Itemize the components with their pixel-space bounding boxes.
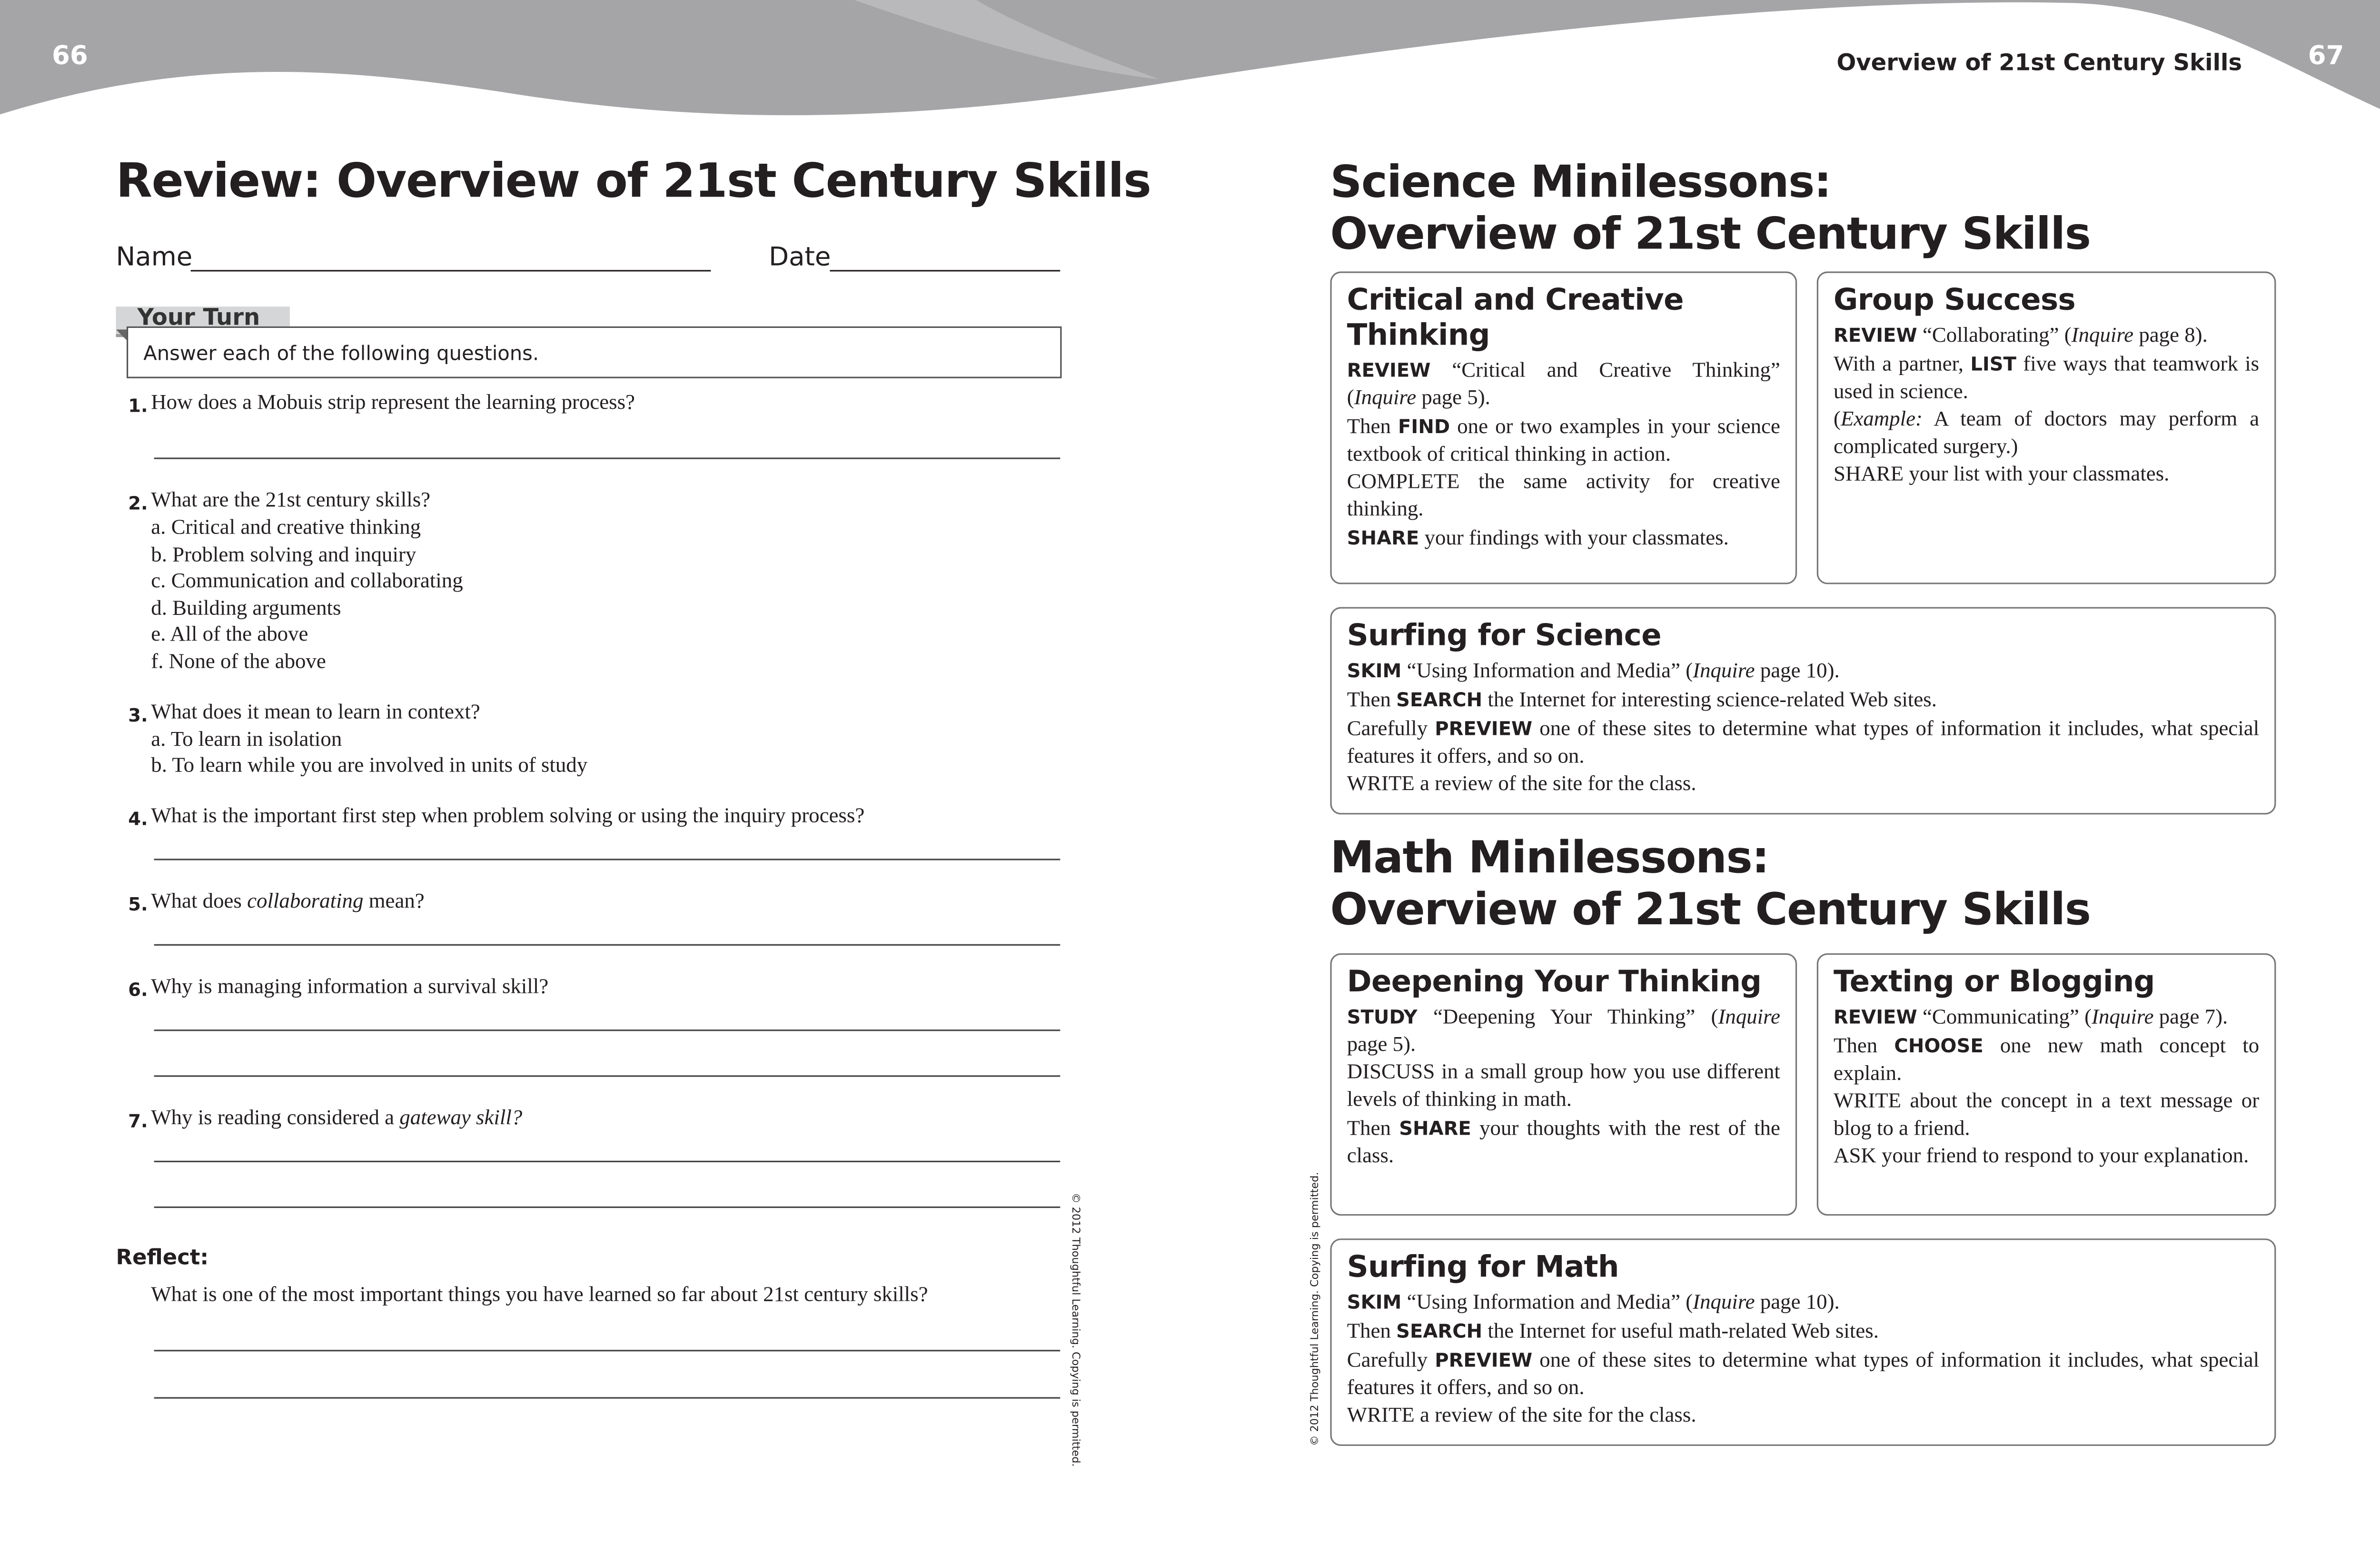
card-line: ASK your friend to respond to your explanation. <box>1834 1145 2249 1168</box>
card-title: Surfing for Math <box>1347 1249 1619 1285</box>
keyword: FIND <box>1398 415 1450 438</box>
card-line <box>1347 413 1780 470</box>
question-2-text: What are the 21st century skills? <box>151 489 431 513</box>
answer-line[interactable] <box>154 1161 1061 1162</box>
keyword: SKIM <box>1347 659 1402 682</box>
card-title: Surfing for Science <box>1347 617 1661 653</box>
card-text: Then <box>1347 1321 1397 1344</box>
card-line <box>1347 1318 2259 1347</box>
card-text: page 8). <box>2133 325 2208 348</box>
card-italic: Example: <box>1841 408 1923 432</box>
card-text: one of these sites to determine what types of information it includes, what special features it offers, and so on. <box>1347 1350 2260 1400</box>
card-text: “Using Information and Media” ( <box>1401 1292 1693 1315</box>
card-line <box>1834 1004 2259 1033</box>
question-number: 7. <box>128 1110 148 1132</box>
question-number: 6. <box>128 979 148 1001</box>
card-line: WRITE a review of the site for the class. <box>1347 773 1696 796</box>
card-italic: Inquire <box>1718 1007 1780 1030</box>
card-texting-or-blogging <box>1817 953 2276 1216</box>
card-deepening-your-thinking <box>1330 953 1797 1216</box>
question-3-text: What does it mean to learn in context? <box>151 702 480 725</box>
keyword: STUDY <box>1347 1005 1418 1028</box>
card-line <box>1347 715 2259 772</box>
keyword: LIST <box>1970 352 2016 376</box>
keyword: SEARCH <box>1396 1319 1483 1343</box>
question-number: 5. <box>128 893 148 915</box>
card-line: WRITE about the concept in a text message or blog to a friend. <box>1834 1090 2260 1141</box>
card-line <box>1347 1289 2259 1318</box>
card-line: DISCUSS in a small group how you use different levels of thinking in math. <box>1347 1061 1780 1112</box>
card-line <box>1347 357 1780 414</box>
name-line[interactable] <box>191 270 711 271</box>
keyword: SHARE <box>1399 1116 1471 1139</box>
answer-line[interactable] <box>154 1350 1061 1351</box>
keyword: REVIEW <box>1834 1005 1917 1028</box>
question-number: 3. <box>128 704 148 726</box>
reflect-label: Reflect: <box>116 1246 209 1271</box>
card-text: Carefully <box>1347 718 1435 742</box>
answer-line[interactable] <box>154 1029 1061 1031</box>
card-title: Deepening Your Thinking <box>1347 964 1762 999</box>
answer-line[interactable] <box>154 1075 1061 1077</box>
card-text: A team of doctors may perform a complicated surgery.) <box>1834 408 2260 459</box>
date-label: Date <box>769 242 831 273</box>
card-title: Group Success <box>1834 282 2076 317</box>
card-text: “Using Information and Media” ( <box>1401 660 1693 683</box>
card-line <box>1347 524 1780 554</box>
answer-line[interactable] <box>154 1207 1061 1208</box>
question-5-part: mean? <box>363 890 425 914</box>
card-text: Then <box>1347 689 1397 712</box>
question-5-text <box>151 889 424 916</box>
card-italic: Inquire <box>2092 1007 2154 1030</box>
card-text: page 10). <box>1755 660 1840 683</box>
card-text: one new math concept to explain. <box>1834 1035 2260 1086</box>
keyword: SKIM <box>1347 1290 1402 1314</box>
card-text: “Critical and Creative Thinking” ( <box>1347 360 1780 411</box>
your-turn-instruction: Answer each of the following questions. <box>143 343 539 366</box>
question-1-text: How does a Mobuis strip represent the learning process? <box>151 392 635 415</box>
question-2-option[interactable]: a. Critical and creative thinking <box>151 517 421 540</box>
card-text: Then <box>1834 1035 1894 1059</box>
card-text: page 10). <box>1755 1292 1840 1315</box>
answer-line[interactable] <box>154 1397 1061 1399</box>
card-text: the Internet for useful math-related Web sites. <box>1482 1321 1879 1344</box>
keyword: PREVIEW <box>1435 717 1533 740</box>
your-turn-label: Your Turn <box>137 303 260 331</box>
card-line <box>1347 1004 1780 1060</box>
question-number: 1. <box>128 395 148 416</box>
science-heading-line1: Science Minilessons: <box>1330 155 1831 208</box>
card-surfing-for-science <box>1330 607 2276 814</box>
question-number: 2. <box>128 493 148 514</box>
date-line[interactable] <box>830 270 1060 271</box>
card-text: page 5). <box>1416 387 1490 411</box>
card-italic: Inquire <box>2071 325 2134 348</box>
card-text: Then <box>1347 1118 1399 1141</box>
card-line: WRITE a review of the site for the class. <box>1347 1405 1696 1428</box>
keyword: CHOOSE <box>1894 1034 1983 1057</box>
card-text: Carefully <box>1347 1350 1435 1373</box>
question-7-part: Why is reading considered a <box>151 1107 400 1130</box>
card-text: your findings with your classmates. <box>1419 527 1729 551</box>
question-2-option[interactable]: c. Communication and collaborating <box>151 570 463 594</box>
card-text: page 5). <box>1347 1034 1416 1057</box>
card-line <box>1347 1115 1780 1172</box>
card-text: the Internet for interesting science-related Web sites. <box>1482 689 1937 712</box>
name-label: Name <box>116 242 193 273</box>
keyword: PREVIEW <box>1435 1348 1533 1372</box>
card-line: COMPLETE the same activity for creative thinking. <box>1347 471 1780 522</box>
copyright-notice-right: © 2012 Thoughtful Learning. Copying is permitted. <box>1309 1172 1321 1446</box>
card-text: one of these sites to determine what types of information it includes, what special features it offers, and so on. <box>1347 718 2260 769</box>
running-head: Overview of 21st Century Skills <box>1836 49 2242 77</box>
card-text: five ways that teamwork is used in science. <box>1834 354 2260 405</box>
keyword: REVIEW <box>1834 323 1917 346</box>
card-line <box>1834 1033 2259 1089</box>
card-line <box>1347 686 2259 715</box>
science-heading-line2: Overview of 21st Century Skills <box>1330 207 2091 259</box>
question-3-option[interactable]: a. To learn in isolation <box>151 728 342 752</box>
card-text: page 7). <box>2153 1007 2228 1030</box>
reflect-prompt: What is one of the most important things you have learned so far about 21st century skills? <box>151 1284 928 1307</box>
card-text: Then <box>1347 416 1398 439</box>
card-surfing-for-math <box>1330 1238 2276 1446</box>
question-7-italic: gateway skill? <box>399 1107 523 1130</box>
card-line <box>1834 351 2259 407</box>
card-text: “Deepening Your Thinking” ( <box>1417 1007 1718 1030</box>
card-title: Texting or Blogging <box>1834 964 2155 999</box>
right-page-number: 67 <box>2308 41 2344 72</box>
question-6-text: Why is managing information a survival skill? <box>151 976 549 999</box>
left-page-number: 66 <box>51 41 88 72</box>
math-heading-line2: Overview of 21st Century Skills <box>1330 883 2091 935</box>
question-4-text: What is the important first step when problem solving or using the inquiry process? <box>151 805 865 829</box>
card-line <box>1347 1347 2259 1404</box>
card-line: (Example: A team of doctors may perform a complicated surgery.) <box>1834 408 2260 459</box>
card-text: “Communicating” ( <box>1917 1007 2092 1030</box>
keyword: SHARE <box>1347 526 1419 549</box>
question-2-option[interactable]: f. None of the above <box>151 650 326 673</box>
question-2-option[interactable]: d. Building arguments <box>151 597 341 620</box>
question-5-italic: collaborating <box>247 890 364 914</box>
card-text: your thoughts with the rest of the class. <box>1347 1118 1780 1168</box>
card-text: one or two examples in your science textbook of critical thinking in action. <box>1347 416 1780 467</box>
answer-line[interactable] <box>154 859 1061 860</box>
card-italic: Inquire <box>1354 387 1417 411</box>
keyword: REVIEW <box>1347 358 1431 382</box>
card-title: Critical and Creative Thinking <box>1347 282 1684 353</box>
review-title: Review: Overview of 21st Century Skills <box>116 154 1151 209</box>
card-line <box>1347 657 2259 686</box>
card-text: With a partner, <box>1834 354 1971 377</box>
question-7-text <box>151 1106 522 1132</box>
question-2-option[interactable]: b. Problem solving and inquiry <box>151 544 416 567</box>
keyword: SEARCH <box>1396 688 1483 711</box>
math-heading-line1: Math Minilessons: <box>1330 831 1769 883</box>
answer-line[interactable] <box>154 944 1061 946</box>
copyright-notice-left: © 2012 Thoughtful Learning. Copying is permitted. <box>1069 1193 1082 1467</box>
question-3-option[interactable]: b. To learn while you are involved in units of study <box>151 755 588 778</box>
answer-line[interactable] <box>154 457 1061 459</box>
card-italic: Inquire <box>1693 1292 1755 1315</box>
card-critical-creative-thinking <box>1330 271 1797 584</box>
question-number: 4. <box>128 808 148 830</box>
card-text: “Collaborating” ( <box>1917 325 2072 348</box>
card-group-success <box>1817 271 2276 584</box>
card-line: SHARE your list with your classmates. <box>1834 464 2170 487</box>
question-2-option[interactable]: e. All of the above <box>151 623 308 647</box>
question-5-part: What does <box>151 890 248 914</box>
card-line <box>1834 322 2259 351</box>
card-italic: Inquire <box>1693 660 1755 683</box>
